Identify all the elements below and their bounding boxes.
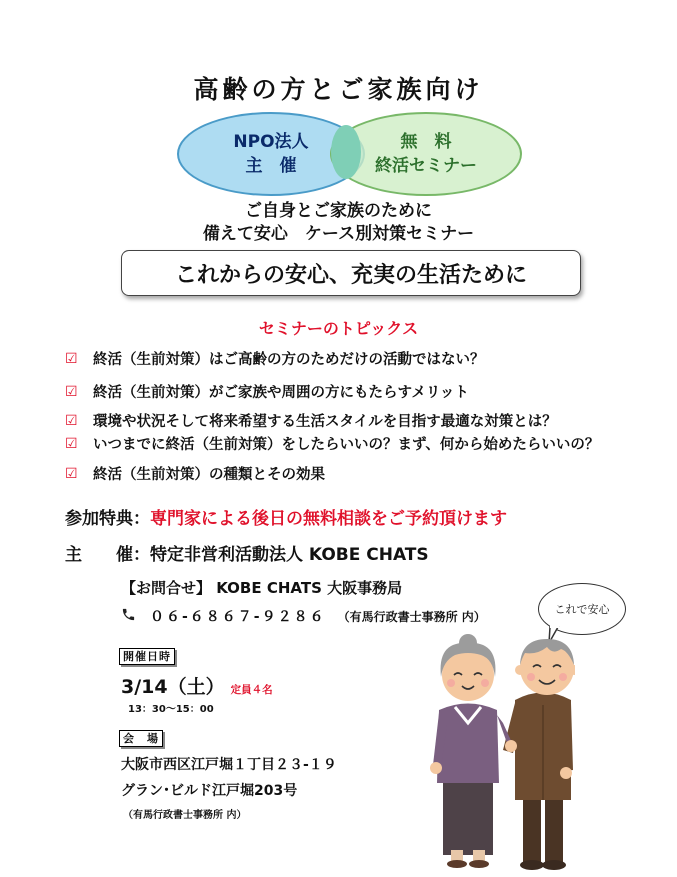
phone-number: ０６-６８６７-９２８６ (150, 609, 326, 625)
free-label: 無 料 (400, 132, 452, 152)
date-label-box (119, 645, 175, 664)
venue-label-box (119, 727, 163, 746)
checkbox-icon: ☑ (65, 412, 78, 429)
page-title: 高齢の方とご家族向け (193, 75, 484, 104)
address-note: （有馬行政書士事務所 内） (123, 810, 247, 821)
event-time: 13：30～15：00 (128, 704, 214, 715)
capacity-badge: 定員４名 (230, 684, 273, 696)
checkbox-icon: ☑ (65, 350, 78, 367)
topic-text: 環境や状況そして将来希望する生活スタイルを目指す最適な対策とは？ (93, 414, 557, 430)
topic-text: 終活（生前対策）がご家族や周囲の方にもたらすメリット (93, 385, 469, 401)
address-line-1: 大阪市西区江戸堀１丁目２３-１９ (121, 757, 337, 773)
inquiry-label: 【お問合せ】 KOBE CHATS 大阪事務局 (121, 579, 403, 597)
benefit-label: 参加特典： (65, 509, 150, 529)
headline-text: これからの安心、充実の生活ために (174, 262, 527, 288)
topic-text: いつまでに終活（生前対策）をしたらいいの？まず、何から始めたらいいの？ (93, 437, 600, 453)
seminar-label: 終活セミナー (375, 156, 477, 176)
topic-item (65, 410, 557, 431)
ellipse-overlap (331, 125, 361, 179)
phone-line (121, 606, 486, 626)
topic-text: 終活（生前対策）の種類とその効果 (93, 467, 325, 483)
organizer-line (65, 540, 429, 565)
topic-item (65, 433, 599, 454)
npo-label: NPO法人 (233, 132, 309, 152)
headline-box (121, 250, 581, 296)
subtitle-line-1: ご自身とご家族のために (245, 201, 432, 221)
phone-note: （有馬行政書士事務所 内） (337, 609, 486, 624)
elderly-woman-icon (430, 634, 517, 868)
topics-title: セミナーのトピックス (258, 319, 419, 338)
checkbox-icon: ☑ (65, 435, 78, 452)
host-label: 主 催 (245, 156, 297, 176)
topic-text: 終活（生前対策）はご高齢の方のためだけの活動ではない？ (93, 352, 485, 368)
checkbox-icon: ☑ (65, 465, 78, 482)
subtitle-line-2: 備えて安心 ケース別対策セミナー (202, 224, 475, 244)
event-date-line (121, 672, 273, 699)
date-label: 開催日時 (119, 648, 175, 665)
topic-item (65, 381, 469, 402)
venue-label: 会 場 (119, 730, 163, 747)
organizer-label: 主 催： (65, 545, 150, 565)
speech-text: これで安心 (554, 603, 610, 616)
benefit-line (65, 504, 507, 529)
checkbox-icon: ☑ (65, 383, 78, 400)
elderly-couple-illustration (425, 625, 575, 870)
address-line-2: グラン･ビルド江戸堀203号 (121, 783, 298, 799)
organizer-name: 特定非営利活動法人 KOBE CHATS (150, 545, 429, 565)
topic-item (65, 348, 485, 369)
benefit-text: 専門家による後日の無料相談をご予約頂けます (150, 509, 507, 529)
event-date: 3/14（土） (121, 676, 225, 698)
topic-item (65, 463, 325, 484)
elderly-man-icon (503, 639, 575, 870)
phone-icon (121, 607, 136, 626)
